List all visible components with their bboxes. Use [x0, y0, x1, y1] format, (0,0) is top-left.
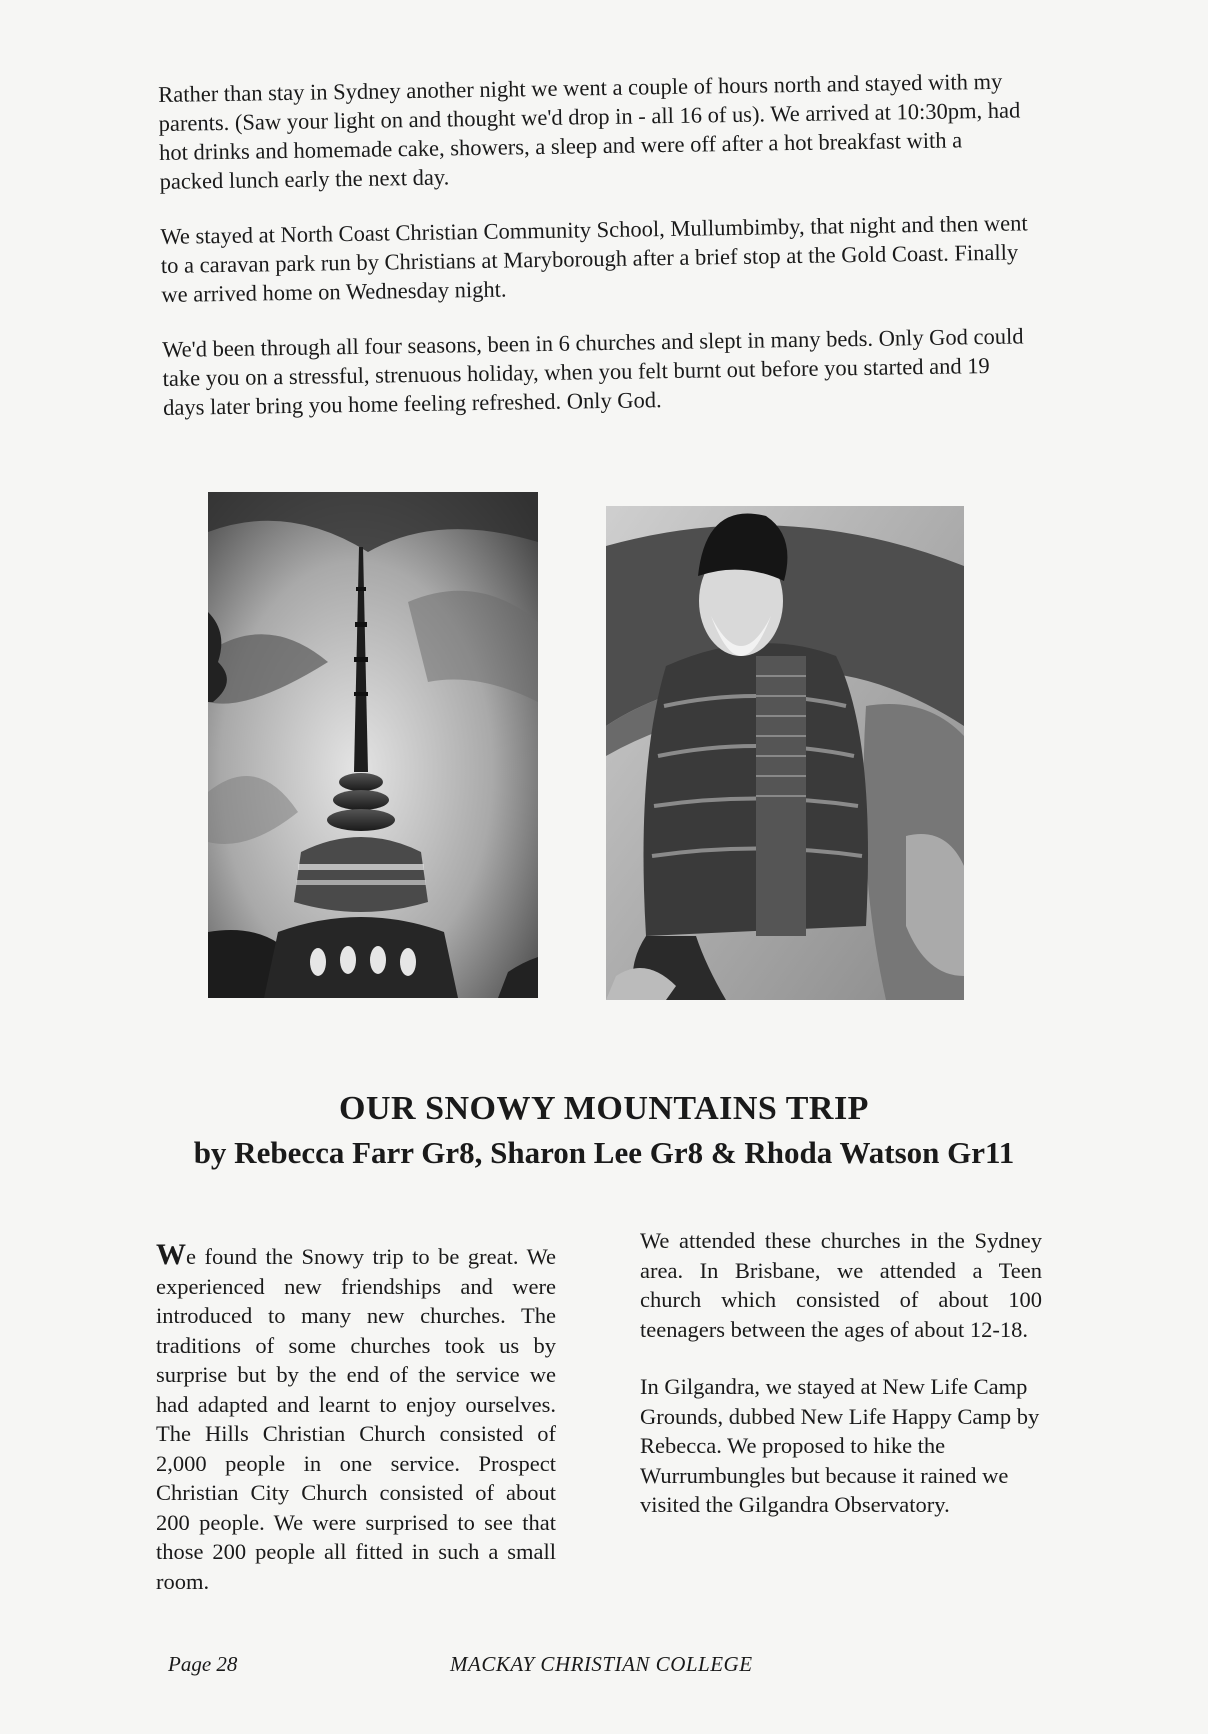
right-column-paragraph-1: We attended these churches in the Sydney area. In Brisbane, we attended a Teen church which consisted of about 100 teenagers between the ages of about 12-18. [640, 1228, 1042, 1342]
article-right-column [640, 1226, 1042, 1548]
intro-paragraph-2: We stayed at North Coast Christian Community School, Mullumbimby, that night and then went to a caravan park run by Christians at Maryborough after a brief stop at the Gold Coast. Finally we arrived home on Wednesday night. [160, 210, 1028, 307]
tower-photo [208, 492, 538, 998]
article-byline: by Rebecca Farr Gr8, Sharon Lee Gr8 & Rhoda Watson Gr11 [193, 1135, 1015, 1170]
intro-paragraph-1: Rather than stay in Sydney another night we went a couple of hours north and stayed with my parents. (Saw your light on and thought we'd drop in - all 16 of us). We arrived at 10:30pm, had hot drinks and homemade cake, showers, a sleep and were off after a hot breakfast with a packed lunch early the next day. [158, 68, 1021, 194]
drop-cap: W [156, 1238, 186, 1271]
intro-paragraph-3: We'd been through all four seasons, been in 6 churches and slept in many beds. Only God could take you on a stressful, strenuous holiday, when you felt burnt out before you started and 19 days later bring you home feeling refreshed. Only God. [162, 323, 1024, 420]
intro-text [158, 66, 1034, 448]
man-in-jacket-photo [606, 506, 964, 1000]
school-name: MACKAY CHRISTIAN COLLEGE [450, 1652, 753, 1676]
left-column-text: e found the Snowy trip to be great. We experienced new friendships and were introduced to many new churches. The traditions of some churches took us by surprise but by the end of the service we had adapted and learnt to enjoy ourselves. The Hills Christian Church consisted of 2,000 people in one service. Prospect Christian City Church consisted of about 200 people. We were surprised to see that those 200 people all fitted in such a small room. [156, 1244, 556, 1594]
page-number: Page 28 [168, 1652, 238, 1676]
left-column-paragraph [156, 1240, 556, 1596]
article-left-column [156, 1240, 556, 1624]
article-title: OUR SNOWY MOUNTAINS TRIP [339, 1090, 869, 1127]
right-column-paragraph-2: In Gilgandra, we stayed at New Life Camp Grounds, dubbed New Life Happy Camp by Rebecca. We proposed to hike the Wurrumbungles but because it rained we visited the Gilgandra Observatory. [640, 1374, 1040, 1517]
